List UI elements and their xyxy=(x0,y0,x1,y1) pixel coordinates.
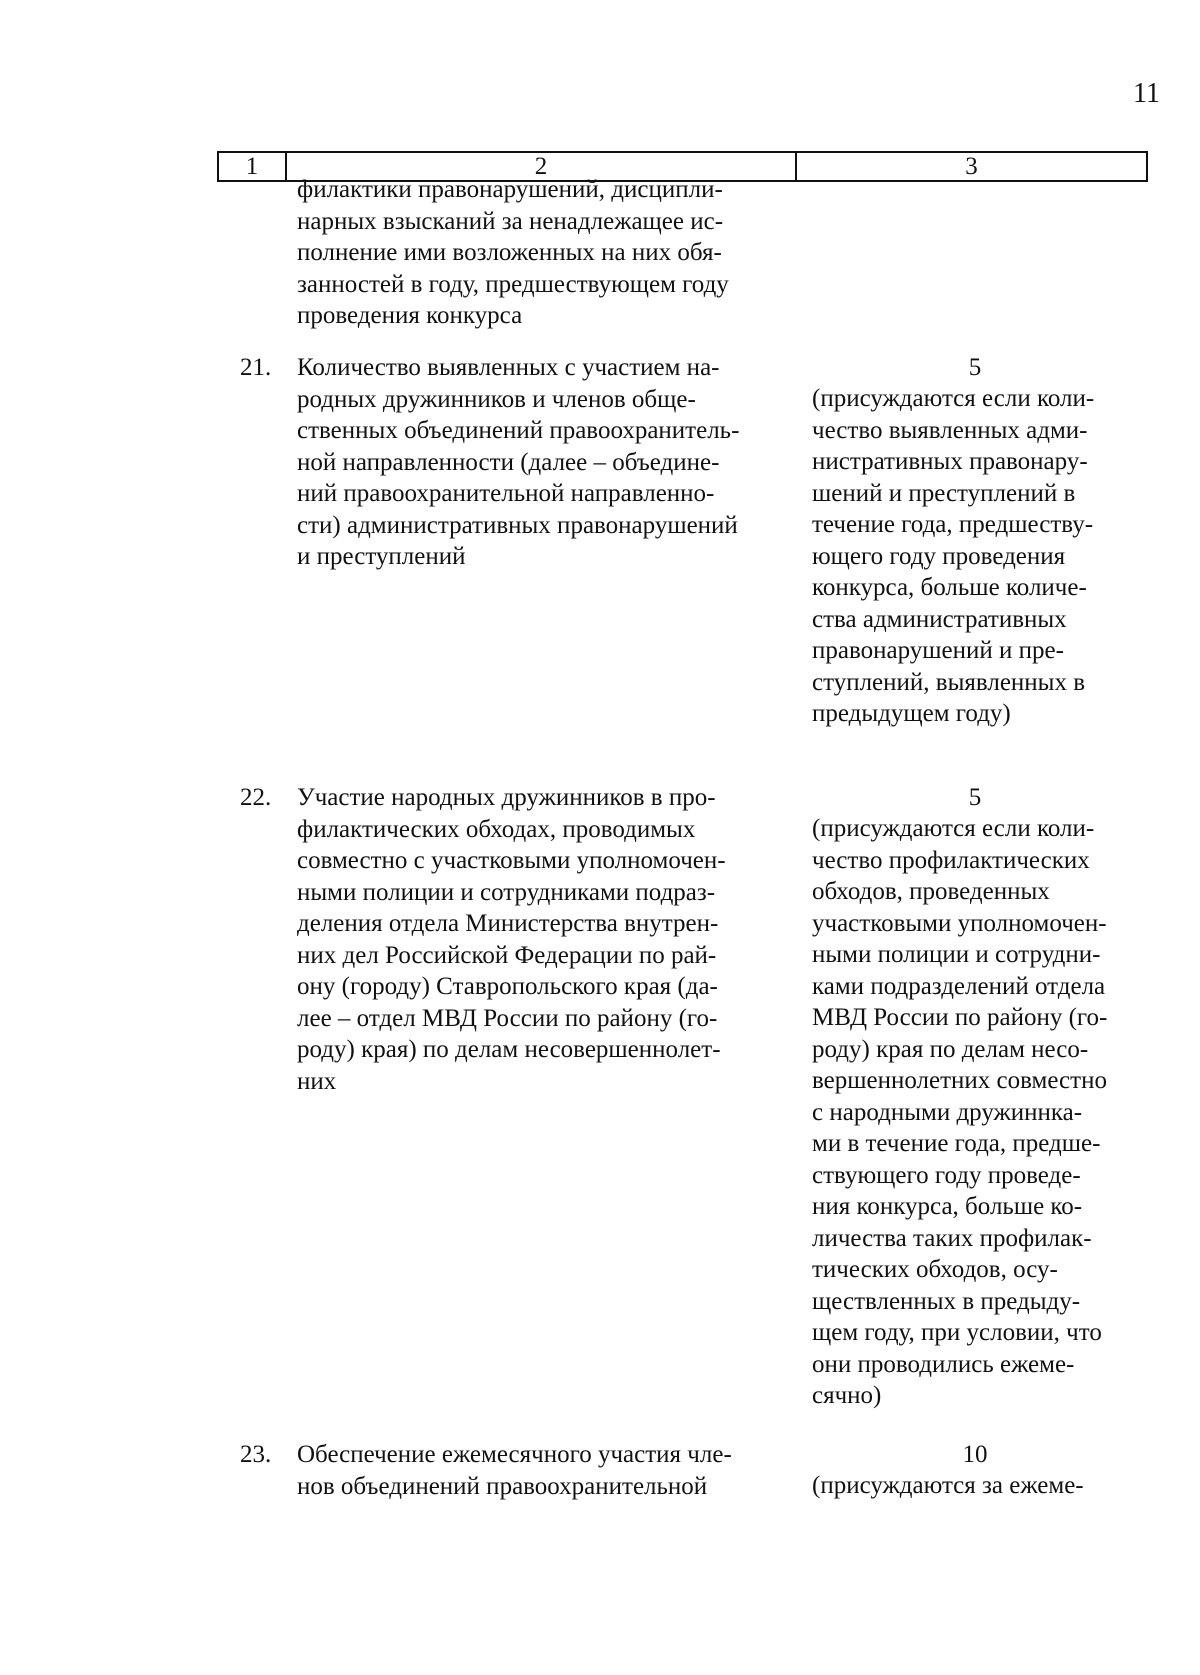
table-header-col-3: 3 xyxy=(965,153,978,180)
row-23-number: 23. xyxy=(240,1441,272,1468)
row-21-score: 5 xyxy=(968,354,982,381)
row-21-condition: (присуждаются если коли- чество выявленных адми- нистративных правонару- шений и преступлений в течение года, предшеству- ющего году проведения конкурса, больше количе- ства административных правонарушений и пре- ступлений, выявленных в предыдущем году) xyxy=(812,385,1095,727)
continuation-criterion-text: филактики правонарушений, дисципли- нарных взысканий за ненадлежащее ис- полнение ими возложенных на них обя- занностей в году, предшествующем году проведения конкурса xyxy=(297,176,729,329)
row-21-criterion: Количество выявленных с участием на- родных дружинников и членов обще- ственных объединений правоохранитель- ной направленности (далее – объедине- ний правоохранительной направленно- сти) административных правонарушений и преступлений xyxy=(297,354,740,570)
row-22-condition: (присуждаются если коли- чество профилактических обходов, проведенных участковыми уполномочен- ными полиции и сотрудни- ками подразделений отдела МВД России по району (го- роду) края по делам несо- вершеннолетних совместно с народными дружиннка- ми в течение года, предше- ствующего году проведе- ния конкурса, больше ко- личества таких профилак- тических обходов, осу- ществленных в предыду- щем году, при условии, что они проводились ежеме- сячно) xyxy=(812,815,1108,1409)
row-23-condition: (присуждаются за ежеме- xyxy=(812,1472,1084,1499)
row-21-number: 21. xyxy=(240,354,272,381)
row-22-criterion: Участие народных дружинников в про- филактических обходах, проводимых совместно с участковыми уполномочен- ными полиции и сотрудниками подраз- деления отдела Министерства внутрен- них дел Российской Федерации по рай- ону (городу) Ставропольского края (да- лее – отдел МВД России по району (го- роду) края) по делам несовершеннолет- них xyxy=(297,784,726,1095)
page-number: 11 xyxy=(1133,78,1160,109)
table-header-col-2: 2 xyxy=(287,153,797,180)
row-23-score: 10 xyxy=(962,1441,988,1468)
row-22-number: 22. xyxy=(240,784,272,811)
table-header-col-1: 1 xyxy=(219,153,287,180)
row-22-score: 5 xyxy=(968,784,982,811)
row-23-criterion: Обеспечение ежемесячного участия чле- нов объединений правоохранительной xyxy=(297,1441,732,1500)
